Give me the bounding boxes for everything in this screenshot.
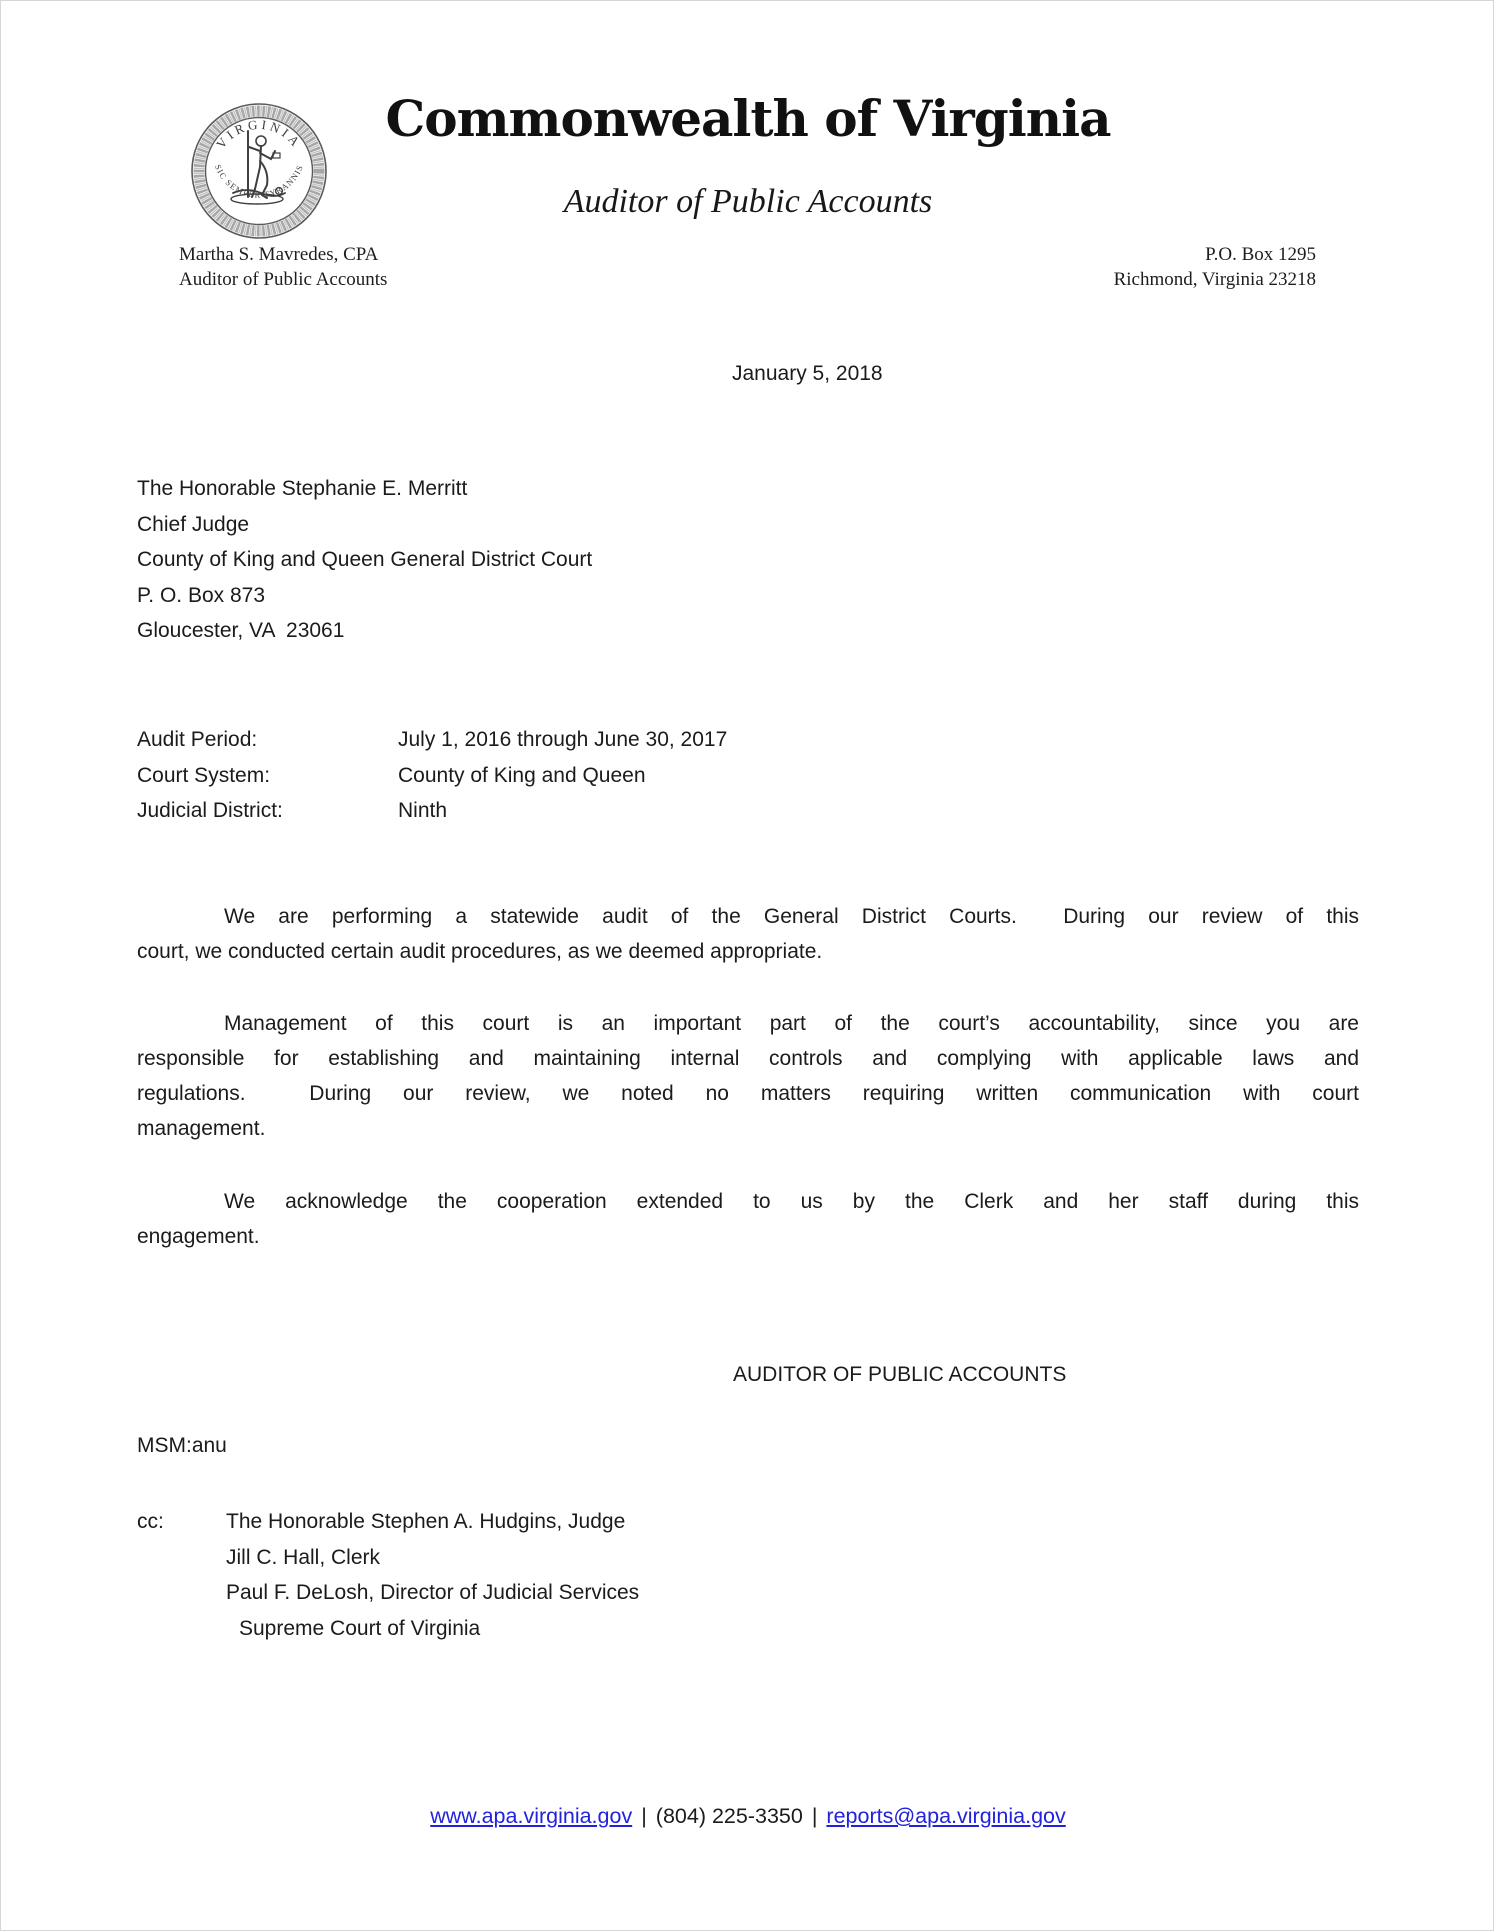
- paragraph-line: court, we conducted certain audit procedures, as we deemed appropriate.: [137, 940, 823, 963]
- org-title: Commonwealth of Virginia: [385, 89, 1111, 148]
- office-address-line2: Richmond, Virginia 23218: [1113, 269, 1316, 290]
- reference-initials: MSM:anu: [137, 1434, 227, 1457]
- meta-value: July 1, 2016 through June 30, 2017: [398, 728, 728, 751]
- paragraph-line: Management of this court is an important part of the court’s accountability, since you are: [224, 1012, 1359, 1035]
- paragraph-line: We acknowledge the cooperation extended to us by the Clerk and her staff during this: [224, 1190, 1359, 1213]
- cc-line: Paul F. DeLosh, Director of Judicial Services: [226, 1581, 640, 1604]
- meta-label: Judicial District:: [137, 799, 283, 822]
- recipient-line: The Honorable Stephanie E. Merritt: [137, 477, 468, 500]
- meta-label: Audit Period:: [137, 728, 258, 751]
- meta-value: Ninth: [398, 799, 448, 822]
- email-link[interactable]: reports@apa.virginia.gov: [826, 1804, 1066, 1828]
- seal-bottom-text: SIC SEMPER TYRANNIS: [212, 162, 306, 200]
- office-address-block: [1114, 242, 1316, 292]
- cc-list: [226, 1504, 639, 1646]
- meta-row: [137, 758, 727, 794]
- audit-meta: [137, 722, 727, 829]
- recipient-line: Gloucester, VA 23061: [137, 619, 345, 642]
- footer-separator: |: [641, 1804, 647, 1828]
- org-subtitle: Auditor of Public Accounts: [563, 183, 933, 220]
- page-footer: [1, 1804, 1494, 1829]
- phone-number: (804) 225-3350: [655, 1804, 803, 1828]
- cc-line: Jill C. Hall, Clerk: [226, 1545, 381, 1569]
- letter-date: January 5, 2018: [732, 362, 883, 385]
- meta-value: County of King and Queen: [398, 763, 646, 787]
- cc-line: Supreme Court of Virginia: [239, 1616, 481, 1640]
- cc-label: cc:: [137, 1510, 164, 1533]
- website-link[interactable]: www.apa.virginia.gov: [430, 1804, 633, 1828]
- recipient-line: Chief Judge: [137, 512, 250, 536]
- paragraph-line: engagement.: [137, 1225, 260, 1248]
- office-address-line1: P.O. Box 1295: [1205, 244, 1316, 265]
- signature-line: AUDITOR OF PUBLIC ACCOUNTS: [733, 1363, 1067, 1386]
- official-title: Auditor of Public Accounts: [179, 269, 388, 290]
- paragraph-line: regulations. During our review, we noted no matters requiring written communication with court: [137, 1082, 1359, 1105]
- paragraph-line: responsible for establishing and maintaining internal controls and complying with applicable laws and: [137, 1047, 1359, 1070]
- paragraph: [137, 1006, 1359, 1146]
- seal-top-text: VIRGINIA: [213, 116, 305, 152]
- footer-separator: |: [811, 1804, 818, 1828]
- recipient-line: County of King and Queen General District Court: [137, 548, 593, 571]
- meta-label: Court System:: [137, 763, 271, 787]
- meta-row: [137, 722, 727, 758]
- paragraph: [137, 1184, 1359, 1254]
- official-name: Martha S. Mavredes, CPA: [179, 244, 379, 265]
- meta-row: [137, 793, 727, 829]
- cc-block: [137, 1504, 639, 1646]
- cc-line: The Honorable Stephen A. Hudgins, Judge: [226, 1510, 626, 1533]
- paragraph: [137, 899, 1359, 969]
- recipient-address: [137, 471, 592, 649]
- official-block: [179, 242, 387, 292]
- recipient-line: P. O. Box 873: [137, 583, 266, 607]
- paragraph-line: We are performing a statewide audit of the General District Courts. During our review of this: [224, 905, 1359, 928]
- paragraph-line: management.: [137, 1117, 266, 1140]
